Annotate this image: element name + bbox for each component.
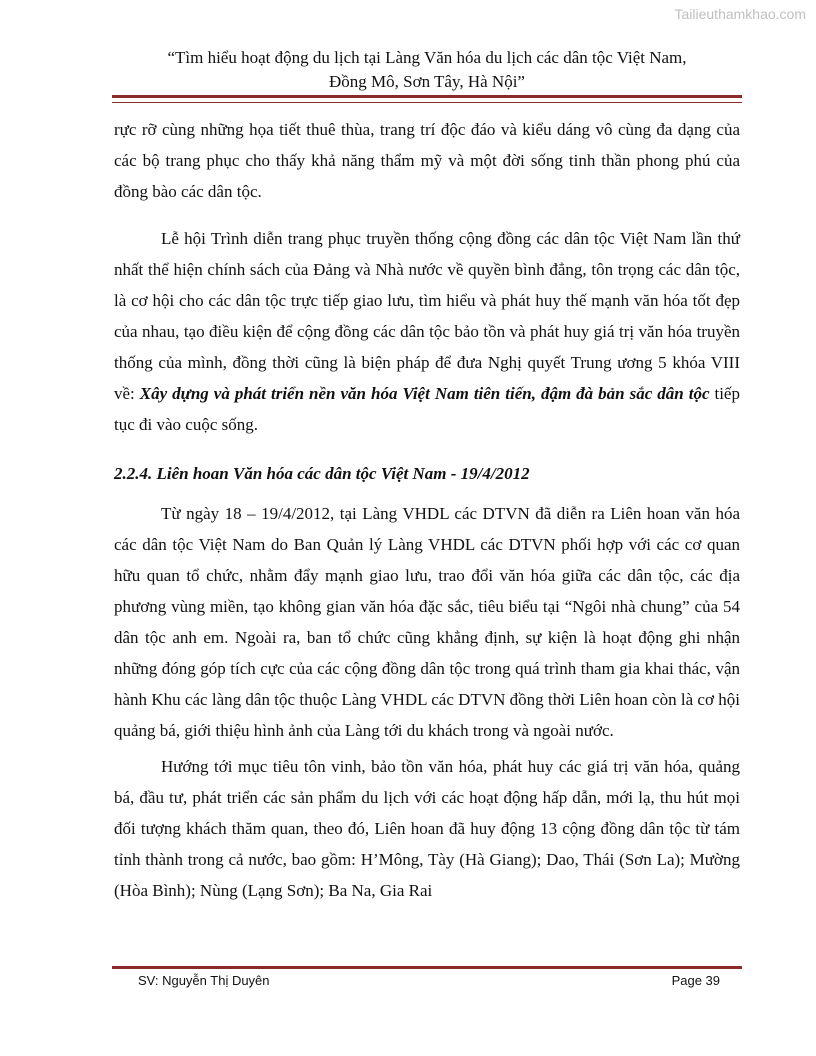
paragraph-2-end: tiếp tục đi vào cuộc sống.: [114, 384, 740, 434]
paragraph-2-start: Lễ hội Trình diễn trang phục truyền thống cộng đồng các dân tộc Việt Nam lần thứ nhất thể hiện chính sách của Đảng và Nhà nước về quyền bình đẳng, tôn trọng các dân tộc, là cơ hội cho các dân tộc trực tiếp giao lưu, tìm hiểu và phát huy thế mạnh văn hóa tốt đẹp của nhau, tạo điều kiện để cộng đồng các dân tộc bảo tồn và phát huy giá trị văn hóa truyền thống của mình, đồng thời cũng là biện pháp để đưa Nghị quyết Trung ương 5 khóa VIII về:: [114, 229, 740, 403]
page-body: [114, 114, 740, 906]
header-line-1: “Tìm hiểu hoạt động du lịch tại Làng Văn hóa du lịch các dân tộc Việt Nam,: [167, 48, 687, 67]
paragraph-3: Từ ngày 18 – 19/4/2012, tại Làng VHDL các DTVN đã diễn ra Liên hoan văn hóa các dân tộc Việt Nam do Ban Quản lý Làng VHDL các DTVN phối hợp với các cơ quan hữu quan tổ chức, nhằm đẩy mạnh giao lưu, trao đổi văn hóa giữa các dân tộc, các địa phương vùng miền, tạo không gian văn hóa đặc sắc, tiêu biểu tại “Ngôi nhà chung” của 54 dân tộc anh em. Ngoài ra, ban tổ chức cũng khẳng định, sự kiện là hoạt động ghi nhận những đóng góp tích cực của các cộng đồng dân tộc trong quá trình tham gia khai thác, vận hành Khu các làng dân tộc thuộc Làng VHDL các DTVN đồng thời Liên hoan còn là cơ hội quảng bá, giới thiệu hình ảnh của Làng tới du khách trong và ngoài nước.: [114, 504, 740, 740]
header-line-2: Đồng Mô, Sơn Tây, Hà Nội”: [329, 72, 525, 91]
footer-student-name: SV: Nguyễn Thị Duyên: [138, 973, 270, 988]
running-header: [114, 46, 740, 94]
paragraph-2-emphasis: Xây dựng và phát triển nền văn hóa Việt Nam tiên tiến, đậm đà bản sắc dân tộc: [139, 384, 710, 403]
page-number: Page 39: [671, 973, 720, 988]
section-heading: 2.2.4. Liên hoan Văn hóa các dân tộc Việt Nam - 19/4/2012: [114, 464, 530, 483]
footer-divider: [112, 966, 742, 969]
paragraph-1: rực rỡ cùng những họa tiết thuê thùa, trang trí độc đáo và kiểu dáng vô cùng đa dạng của các bộ trang phục cho thấy khả năng thẩm mỹ và một đời sống tinh thần phong phú của đồng bào các dân tộc.: [114, 120, 740, 201]
paragraph-4: Hướng tới mục tiêu tôn vinh, bảo tồn văn hóa, phát huy các giá trị văn hóa, quảng bá, đầu tư, phát triển các sản phẩm du lịch với các hoạt động hấp dẫn, mới lạ, thu hút mọi đối tượng khách thăm quan, theo đó, Liên hoan đã huy động 13 cộng đồng dân tộc từ tám tỉnh thành trong cả nước, bao gồm: H’Mông, Tày (Hà Giang); Dao, Thái (Sơn La); Mường (Hòa Bình); Nùng (Lạng Sơn); Ba Na, Gia Rai: [114, 757, 740, 900]
header-divider: [112, 95, 742, 103]
watermark: Tailieuthamkhao.com: [674, 6, 806, 22]
paragraph-2: [114, 223, 740, 440]
